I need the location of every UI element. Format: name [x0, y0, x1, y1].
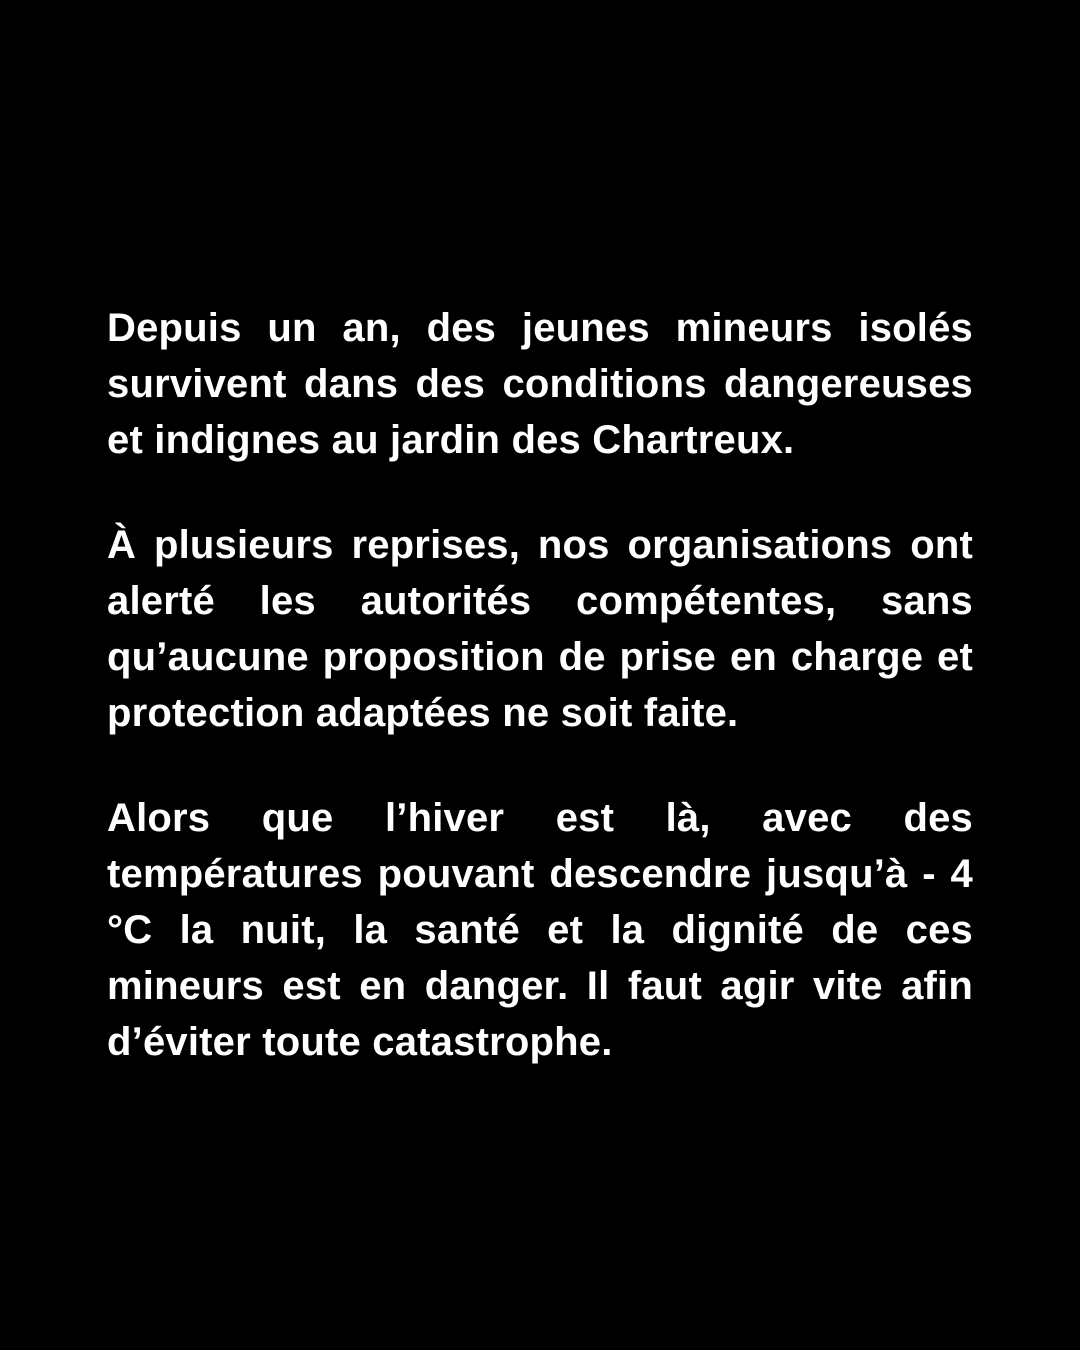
statement-paragraph-3: Alors que l’hiver est là, avec des températures pouvant descendre jusqu’à - 4 °C la nuit, la santé et la dignité de ces mineurs est en danger. Il faut agir vite afin d’éviter toute catastrophe. — [107, 796, 973, 1064]
statement-paragraph-1: Depuis un an, des jeunes mineurs isolés survivent dans des conditions dangereuses et indignes au jardin des Chartreux. — [107, 306, 973, 462]
statement-text-block — [107, 300, 973, 1070]
statement-paragraph-2: À plusieurs reprises, nos organisations ont alerté les autorités compétentes, sans qu’aucune proposition de prise en charge et protection adaptées ne soit faite. — [107, 523, 973, 735]
